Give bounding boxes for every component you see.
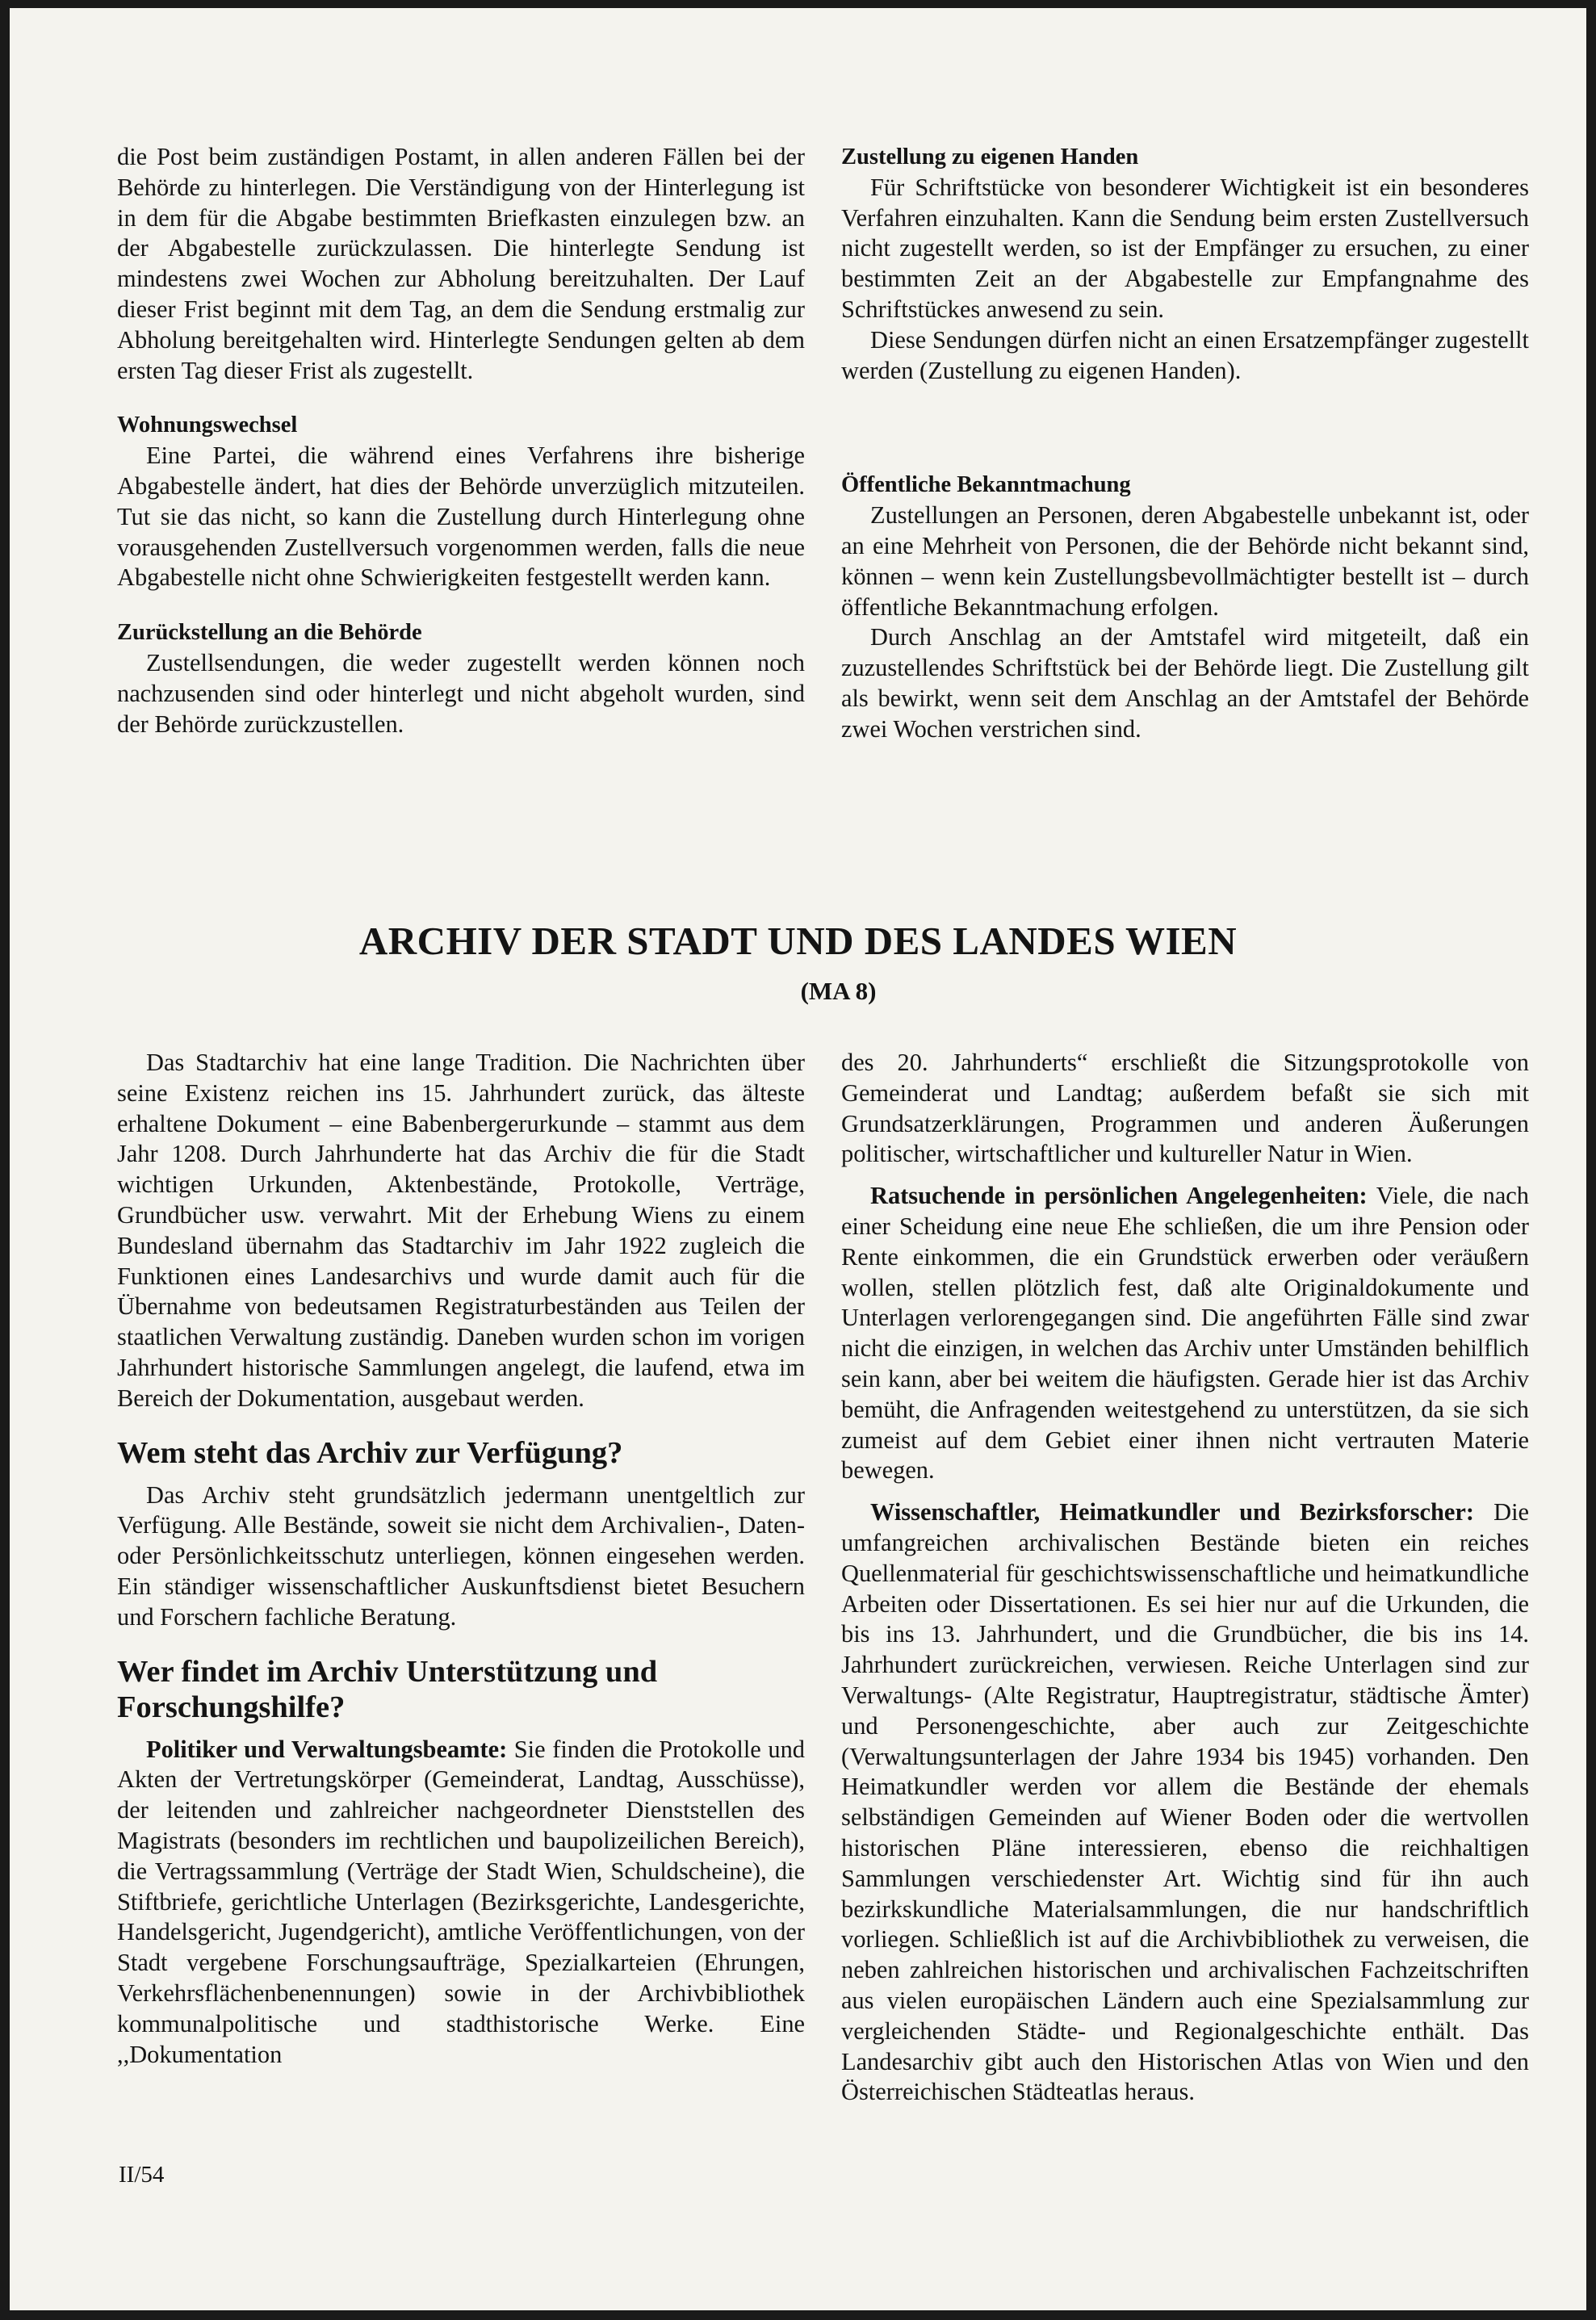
zurueckstellung-heading: Zurückstellung an die Behörde xyxy=(117,620,422,646)
dokumentation-continuation: des 20. Jahrhunderts“ erschließt die Sitzungsprotokolle von Gemeinderat und Landtag; außerdem befaßt sie sich mit Grundsatzerklärungen, Programmen und anderen Äußerungen politischer, wirtschaftlicher und kultureller Natur in Wien. xyxy=(841,1049,1529,1168)
lower-left-column xyxy=(117,1048,805,2070)
oeffentliche-bekanntmachung-heading: Öffentliche Bekanntmachung xyxy=(841,472,1131,498)
wem-steht-paragraph: Das Archiv steht grundsätzlich jedermann unentgeltlich zur Verfügung. Alle Bestände, soweit sie nicht dem Archivalien-, Daten- oder Persönlichkeitsschutz unterliegen, können eingesehen werden. Ein ständiger wissenschaftlicher Auskunftsdienst bietet Besuchern und Forschern fachliche Beratung. xyxy=(117,1480,805,1631)
wem-steht-heading: Wem steht das Archiv zur Verfügung? xyxy=(117,1435,623,1470)
oeffentliche-bekanntmachung-paragraph-1: Zustellungen an Personen, deren Abgabestelle unbekannt ist, oder an eine Mehrheit von Personen, die der Behörde nicht bekannt sind, können – wenn kein Zustellungsbevollmächtigter bestellt ist – durch öffentliche Bekanntmachung erfolgen. xyxy=(841,501,1529,621)
hinterlegung-paragraph: die Post beim zuständigen Postamt, in allen anderen Fällen bei der Behörde zu hinterlegen. Die Verständigung von der Hinterlegung ist in dem für die Abgabe bestimmten Briefkasten einzulegen bzw. an der Abgabestelle zurückzulassen. Die hinterlegte Sendung ist mindestens zwei Wochen zur Abholung bereitzuhalten. Der Lauf dieser Frist beginnt mit dem Tag, an dem die Sendung erstmalig zur Abholung bereitgehalten wird. Hinterlegte Sendungen gelten ab dem ersten Tag dieser Frist als zugestellt. xyxy=(117,143,805,384)
politiker-label: Politiker und Verwaltungsbeamte: xyxy=(146,1735,508,1763)
upper-left-column xyxy=(117,142,805,739)
zurueckstellung-paragraph: Zustellsendungen, die weder zugestellt werden können noch nachzusenden sind oder hinterlegt und nicht abgeholt wurden, sind der Behörde zurückzustellen. xyxy=(117,648,805,738)
eigene-handen-heading: Zustellung zu eigenen Handen xyxy=(841,144,1139,170)
politiker-text: Sie finden die Protokolle und Akten der Vertretungskörper (Gemeinderat, Landtag, Ausschüsse), der leitenden und zahlreicher nachgeordneter Dienststellen des Magistrats (besonders im rechtlichen und baupolizeilichen Bereich), die Vertragssammlung (Verträge der Stadt Wien, Schuldscheine), die Stiftbriefe, gerichtliche Unterlagen (Bezirksgerichte, Landesgerichte, Handelsgericht, Jugendgericht), amtliche Veröffentlichungen, von der Stadt vergebene Forschungsaufträge, Spezialkarteien (Ehrungen, Verkehrsflächenbenennungen) sowie in der Archivbibliothek kommunalpolitische und stadthistorische Werke. Eine ,,Dokumentation xyxy=(117,1735,805,2068)
wohnungswechsel-paragraph: Eine Partei, die während eines Verfahrens ihre bisherige Abgabestelle ändert, hat dies der Behörde unverzüglich mitzuteilen. Tut sie das nicht, so kann die Zustellung durch Hinterlegung ohne vorausgehenden Zustellversuch vorgenommen werden, falls die neue Abgabestelle nicht ohne Schwierigkeiten festgestellt werden kann. xyxy=(117,442,805,592)
wissenschaftler-text: Die umfangreichen archivalischen Bestände bieten ein reiches Quellenmaterial für geschichtswissenschaftliche und heimatkundliche Arbeiten oder Dissertationen. Es sei hier nur auf die Urkunden, die bis ins 13. Jahrhundert, und die Grundbücher, die bis ins 14. Jahrhundert zurückreichen, verwiesen. Reiche Unterlagen sind zur Verwaltungs- (Alte Registratur, Hauptregistratur, städtische Ämter) und Personengeschichte, aber auch zur Zeitgeschichte (Verwaltungsunterlagen der Jahre 1934 bis 1945) vorhanden. Den Heimatkundler werden vor allem die Bestände der ehemals selbständigen Gemeinden auf Wiener Boden oder die wertvollen historischen Pläne interessieren, ebenso die reichhaltigen Sammlungen verschiedenster Art. Wichtig sind für ihn auch bezirkskundliche Materialsammlungen, die nur handschriftlich vorliegen. Schließlich ist auf die Archivbibliothek zu verweisen, die neben zahlreichen historischen und archivalischen Fachzeitschriften aus vielen europäischen Ländern auch eine Spezialsammlung zur vergleichenden Städte- und Regionalgeschichte enthält. Das Landesarchiv gibt auch den Historischen Atlas von Wien und den Österreichischen Städteatlas heraus. xyxy=(841,1498,1530,2106)
wissenschaftler-label: Wissenschaftler, Heimatkundler und Bezirksforscher: xyxy=(870,1498,1474,1526)
section-subtitle: (MA 8) xyxy=(800,977,877,1005)
eigene-handen-paragraph-2: Diese Sendungen dürfen nicht an einen Ersatzempfänger zugestellt werden (Zustellung zu eigenen Handen). xyxy=(841,325,1529,384)
page-number: II/54 xyxy=(119,2162,165,2188)
oeffentliche-bekanntmachung-paragraph-2: Durch Anschlag an der Amtstafel wird mitgeteilt, daß ein zuzustellendes Schriftstück bei der Behörde liegt. Die Zustellung gilt als bewirkt, wenn seit dem Anschlag an der Amtstafel der Behörde zwei Wochen verstrichen sind. xyxy=(841,623,1529,743)
wohnungswechsel-heading: Wohnungswechsel xyxy=(117,412,298,438)
lower-right-column xyxy=(841,1048,1529,2108)
section-title: ARCHIV DER STADT UND DES LANDES WIEN xyxy=(358,919,1238,963)
wer-findet-heading: Wer findet im Archiv Unterstützung und Forschungshilfe? xyxy=(117,1654,658,1724)
upper-right-column xyxy=(841,142,1529,745)
ratsuchende-label: Ratsuchende in persönlichen Angelegenheiten: xyxy=(870,1182,1368,1210)
politiker-paragraph xyxy=(117,1735,805,2071)
ratsuchende-paragraph xyxy=(841,1181,1529,1486)
document-page xyxy=(10,8,1586,2310)
eigene-handen-paragraph-1: Für Schriftstücke von besonderer Wichtigkeit ist ein besonderes Verfahren einzuhalten. Kann die Sendung beim ersten Zustellversuch nicht zugestellt werden, so ist der Empfänger zu ersuchen, zu einer bestimmten Zeit an der Abgabestelle zur Empfangnahme des Schriftstückes anwesend zu sein. xyxy=(841,173,1529,323)
archiv-intro-paragraph: Das Stadtarchiv hat eine lange Tradition. Die Nachrichten über seine Existenz reichen ins 15. Jahrhundert zurück, das älteste erhaltene Dokument – eine Babenbergerurkunde – stammt aus dem Jahr 1208. Durch Jahrhunderte hat das Archiv die für die Stadt wichtigen Urkunden, Aktenbestände, Protokolle, Verträge, Grundbücher usw. verwahrt. Mit der Erhebung Wiens zu einem Bundesland übernahm das Stadtarchiv im Jahr 1922 zugleich die Funktionen eines Landesarchivs und wurde damit auch für die Übernahme von bedeutsamen Registraturbeständen aus Teilen der staatlichen Verwaltung zuständig. Daneben wurden schon im vorigen Jahrhundert historische Sammlungen angelegt, die laufend, etwa im Bereich der Dokumentation, ausgebaut werden. xyxy=(117,1049,805,1412)
ratsuchende-text: Viele, die nach einer Scheidung eine neue Ehe schließen, die um ihre Pension oder Rente einkommen, die ein Grundstück erwerben oder veräußern wollen, stellen plötzlich fest, daß alte Originaldokumente und Unterlagen verlorengegangen sind. Die angeführten Fälle sind zwar nicht die einzigen, in welchen das Archiv unter Umständen behilflich sein kann, aber bei weitem die häufigsten. Gerade hier ist das Archiv bemüht, die Anfragenden weitestgehend zu unterstützen, da sie sich zumeist auf dem Gebiet einer ihnen nicht vertrauten Materie bewegen. xyxy=(841,1182,1529,1485)
wissenschaftler-paragraph xyxy=(841,1497,1529,2108)
